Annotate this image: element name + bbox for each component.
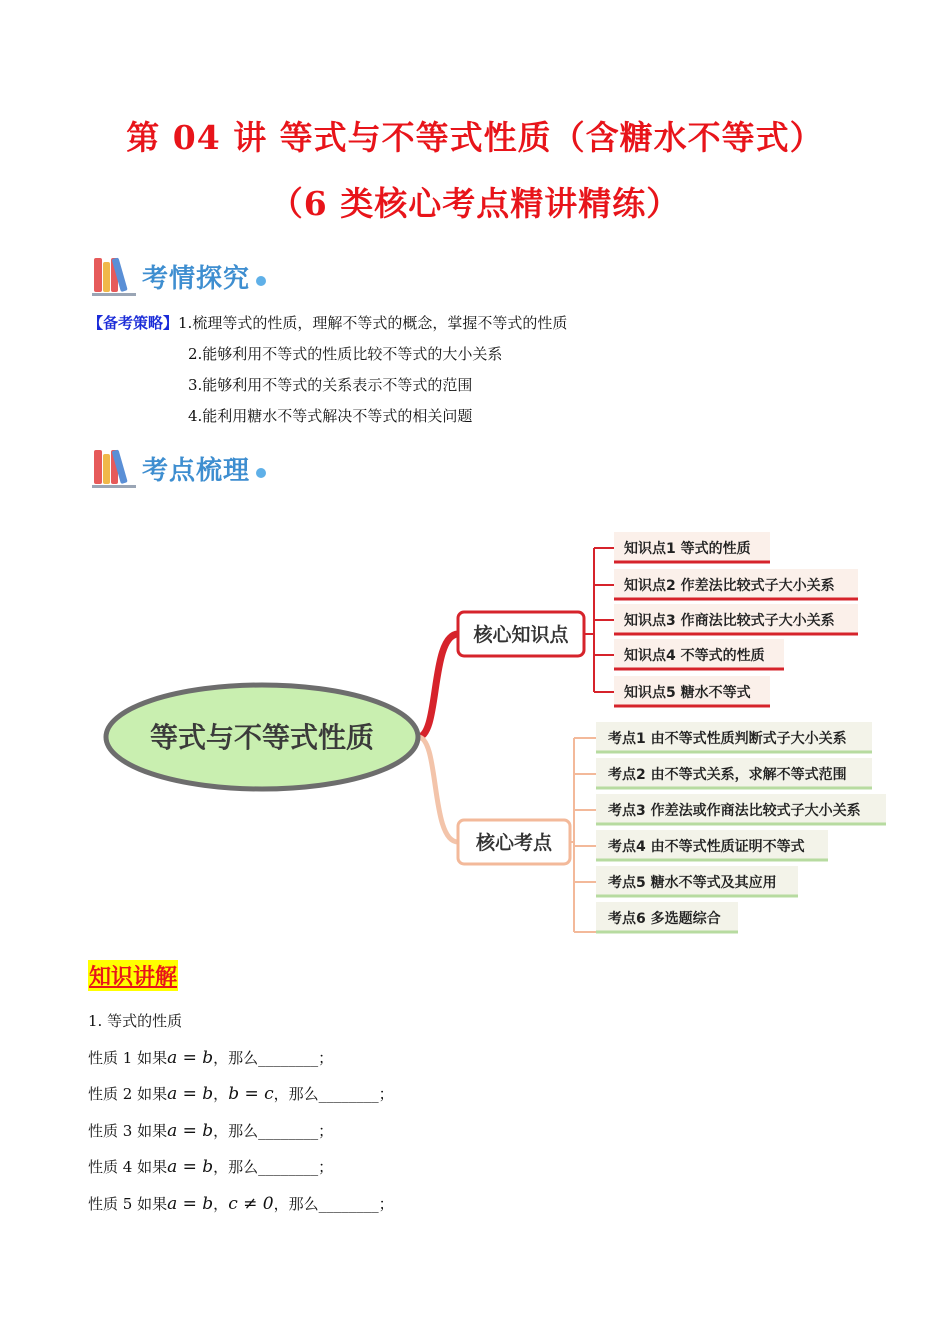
section-label: 考点梳理 (142, 455, 251, 486)
dot-icon (256, 468, 266, 478)
strategy-item: 4.能利用糖水不等式解决不等式的相关问题 (188, 407, 473, 425)
knowledge-item: 知识点4 不等式的性质 (624, 648, 765, 664)
property-line: 性质 2 如果a = b，b = c，那么________； (88, 1084, 394, 1105)
section-label: 考情探究 (142, 263, 251, 294)
strategy-item: 1.梳理等式的性质，理解不等式的概念，掌握不等式的性质 (178, 314, 568, 332)
property-line: 性质 4 如果a = b，那么________； (88, 1157, 334, 1178)
books-icon (92, 256, 138, 296)
exam-item: 考点3 作差法或作商法比较式子大小关系 (608, 803, 861, 819)
branch-exam-label: 核心考点 (475, 832, 553, 854)
title-line-2: （6 类核心考点精讲精练） (269, 184, 681, 223)
books-icon (92, 448, 138, 488)
exam-item: 考点2 由不等式关系，求解不等式范围 (608, 767, 847, 783)
dot-icon (256, 276, 266, 286)
property-line: 性质 5 如果a = b，c ≠ 0，那么________； (88, 1193, 394, 1214)
mindmap (0, 520, 950, 940)
knowledge-item: 知识点2 作差法比较式子大小关系 (624, 578, 835, 594)
connector-knowledge (418, 634, 458, 737)
exam-item: 考点6 多选题综合 (608, 911, 721, 927)
strategy-item: 3.能够利用不等式的关系表示不等式的范围 (188, 376, 473, 394)
exam-items (596, 722, 886, 932)
property-line: 性质 3 如果a = b，那么________； (88, 1120, 334, 1141)
exam-item: 考点5 糖水不等式及其应用 (608, 875, 777, 891)
knowledge-item: 知识点5 糖水不等式 (624, 685, 751, 701)
knowledge-item: 知识点3 作商法比较式子大小关系 (624, 613, 835, 629)
exam-item: 考点4 由不等式性质证明不等式 (608, 839, 805, 855)
strategy-tag: 【备考策略】 (88, 314, 179, 332)
property-line: 性质 1 如果a = b，那么________； (88, 1047, 334, 1068)
branch-knowledge-label: 核心知识点 (473, 624, 569, 646)
title-line-1: 第 04 讲 等式与不等式性质（含糖水不等式） (126, 118, 824, 157)
strategy-item: 2.能够利用不等式的性质比较不等式的大小关系 (188, 345, 503, 363)
section-header-key-points (92, 446, 266, 490)
prep-strategy (88, 308, 567, 432)
connector-exam (418, 737, 458, 842)
exam-item: 考点1 由不等式性质判断式子大小关系 (608, 731, 847, 747)
root-label: 等式与不等式性质 (149, 721, 375, 754)
properties-content (88, 1003, 394, 1223)
section-header-exam-analysis (92, 254, 266, 298)
knowledge-heading: 知识讲解 (88, 960, 178, 991)
knowledge-items (614, 532, 858, 706)
content-heading: 1. 等式的性质 (88, 1012, 183, 1030)
knowledge-item: 知识点1 等式的性质 (624, 541, 751, 557)
